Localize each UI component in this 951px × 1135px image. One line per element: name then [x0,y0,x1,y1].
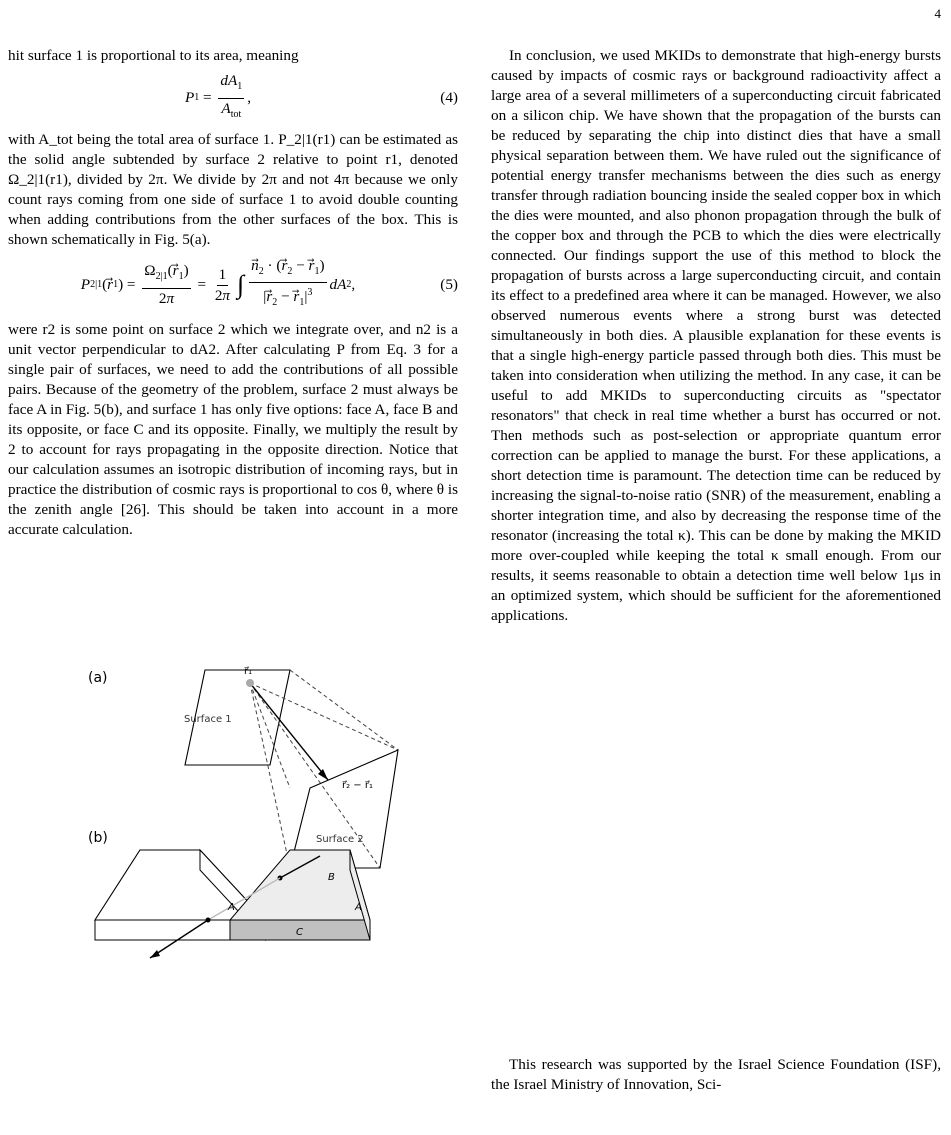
surface-1-label: Surface 1 [184,714,232,725]
paragraph-calculation: were r2 is some point on surface 2 which we integrate over, and n2 is a unit vector perpendicular to dA2. After calculating P from Eq. 3 for a single pair of surfaces, we need to add the contributions of all possible pairs. Because of the geometry of the problem, surface 2 must always be face A in Fig. 5(b), and surface 1 has only five options: face A, face B and its opposite, or face C and its opposite. Finally, we multiply the result by 2 to account for rays propagating in the opposite direction. Notice that our calculation assumes an isotropic distribution of incoming rays, but in practice the distribution of cosmic rays is proportional to cos θ, where θ is the zenith angle [26]. This should be taken into account in a more accurate calculation. [8,321,459,538]
track-arrowhead [150,950,160,958]
vector-arrowhead [318,769,328,780]
paragraph-conclusion: In conclusion, we used MKIDs to demonstrate that high-energy bursts caused by impacts of cosmic rays or background radioactivity affect a large area of a several millimeters of a superconducting circuit fabricated on a silicon chip. We have shown that the propagation of the bursts can be reduced by separating the chip into distinct dies that have a small physical separation between them. We have ruled out the significance of potential energy transfer mechanisms between the dies such as energy transfer through radiation bouncing inside the sealed copper box in which the dies were mounted, and also phonon propagation through the bulk of the copper box and through the PCB to which the dies were electrically connected. Our findings support the use of this method to block the propagation of bursts across a large superconducting circuit, and contain its effect to a predefined area where it can be managed. However, we also observed numerous events where a strong burst was detected simultaneously in both dies. A plausible explanation for these events is that a single high-energy particle passed through both dies. This must be taken into consideration when utilizing the method. In any case, it can be useful to add MKIDs to superconducting circuits as "spectator resonators" that check in real time whether a burst has occurred or not. Then methods such as post-selection or appropriate quantum error correction can be applied to manage the burst. For these applications, a short detection time is paramount. The detection time can be reduced by increasing the signal-to-noise ratio (SNR) of the measurement, enabling a shorter integration time, and also by decreasing the response time of the resonator (increasing the total κ). This can be done by making the MKID more over-coupled while keeping the total κ small enough. From our results, it seems reasonable to obtain a detection time well below 1μs in an optimized system, which should be sufficient for the aforementioned applications. [491,47,941,624]
paragraph-acknowledgments: This research was supported by the Israel Science Foundation (ISF), the Israel Ministry of Innovation, Sci- [491,1056,941,1093]
figure-5 [80,650,440,1132]
vector-label: r⃗₂ − r⃗₁ [342,780,373,791]
right-column [491,46,941,626]
panel-label-b: (b) [88,830,108,846]
face-a-right: A [355,902,362,913]
paragraph-solid-angle: with A_tot being the total area of surface 1. P_2|1(r1) can be estimated as the solid angle subtended by surface 2 relative to point r1, denoted Ω_2|1(r1), divided by 2π. We divide by 2π and not 4π because we only count rays coming from one side of surface 1 to avoid double counting when adding contributions from the other surfaces of the box. This is shown schematically in Fig. 5(a). [8,131,458,248]
face-c-label: C [296,927,303,938]
point-r1 [246,679,254,687]
panel-label-a: (a) [88,670,108,686]
figure-diagram [80,650,440,1130]
equation-5 [8,257,458,310]
face-b-label: B [328,872,335,883]
paragraph-intro: hit surface 1 is proportional to its area, meaning [8,47,299,64]
face-a-left: A [228,902,235,913]
surface-2-label: Surface 2 [316,834,364,845]
left-column [8,46,458,540]
equation-4 [8,72,458,120]
r1-label: r⃗₁ [244,666,253,677]
dashed-ray [290,670,398,750]
right-slab-top [230,850,370,920]
equation-5-body: P 2|1 ( r 1 ) = $\frac{\Omega_{2|1}(r_1)}{2\pi}$ = $\frac{1}{2\pi}$ ∫ $\frac{n_2 \cdot (r_2 - r_1)}{|r_2 - r_1|^3}$ dA 2 , [80,257,356,309]
page-number: 4 [934,6,941,21]
equation-5-number: (5) [440,276,458,293]
equation-4-body: P 1 = $\frac{dA_1}{A_{tot}}$ , [184,72,252,120]
acknowledgments [491,1055,941,1095]
equation-4-number: (4) [440,89,458,106]
